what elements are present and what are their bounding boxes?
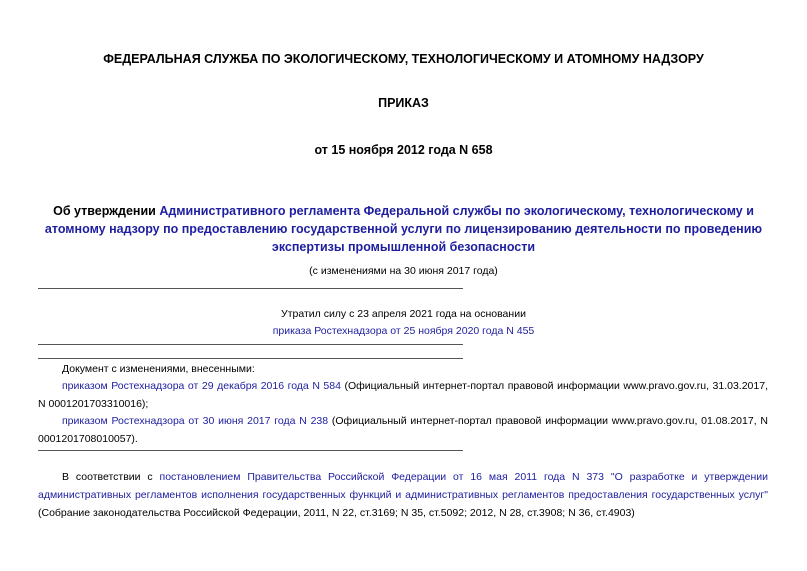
change-order-link[interactable]: приказом Ростехнадзора от 30 июня 2017 года N 238 [62,415,329,427]
preamble-prefix: В соответствии с [62,471,160,483]
divider-line [38,358,463,359]
preamble-paragraph [38,468,768,522]
change-item [38,412,768,448]
repeal-notice [0,306,807,340]
government-decree-link[interactable]: постановлением Правительства Российской Федерации от 16 мая 2011 года N 373 "О разработке и утверждении административных регламентов исполнения государственных функций и административных регламентов предоставления государственных услуг" [38,471,769,501]
repeal-order-link[interactable]: приказа Ростехнадзора от 25 ноября 2020 года N 455 [272,325,535,337]
regulation-link[interactable]: Административного регламента Федеральной службы по экологическому, технологическому и атомному надзору по предоставлению государственной услуги по лицензированию деятельности по проведению экспертизы промышленной безопасности [44,204,763,254]
change-order-link[interactable]: приказом Ростехнадзора от 29 декабря 2016 года N 584 [62,380,341,392]
change-source: (Официальный интернет-портал правовой информации www.pravo.gov.ru, 01.08.2017, N 0001201708010057). [38,415,768,445]
order-date-number: от 15 ноября 2012 года N 658 [314,143,493,157]
preamble-source: (Собрание законодательства Российской Федерации, 2011, N 22, ст.3169; N 35, ст.5092; 2012, N 28, ст.3908; N 36, ст.4903) [38,507,635,519]
issuing-authority: ФЕДЕРАЛЬНАЯ СЛУЖБА ПО ЭКОЛОГИЧЕСКОМУ, ТЕХНОЛОГИЧЕСКОМУ И АТОМНОМУ НАДЗОРУ [103,52,704,66]
order-subject [40,202,767,256]
amendments-note: (с изменениями на 30 июня 2017 года) [309,265,498,277]
subject-prefix: Об утверждении [53,204,160,218]
divider-line [38,450,463,451]
document-type: ПРИКАЗ [378,96,429,110]
change-source: (Официальный интернет-портал правовой информации www.pravo.gov.ru, 31.03.2017, N 0001201703310016); [38,380,768,410]
divider-line [38,288,463,289]
repeal-text: Утратил силу с 23 апреля 2021 года на основании [281,308,526,320]
divider-line [38,344,463,345]
changes-intro [38,360,768,378]
change-item [38,377,768,413]
changes-intro-text: Документ с изменениями, внесенными: [62,363,255,375]
